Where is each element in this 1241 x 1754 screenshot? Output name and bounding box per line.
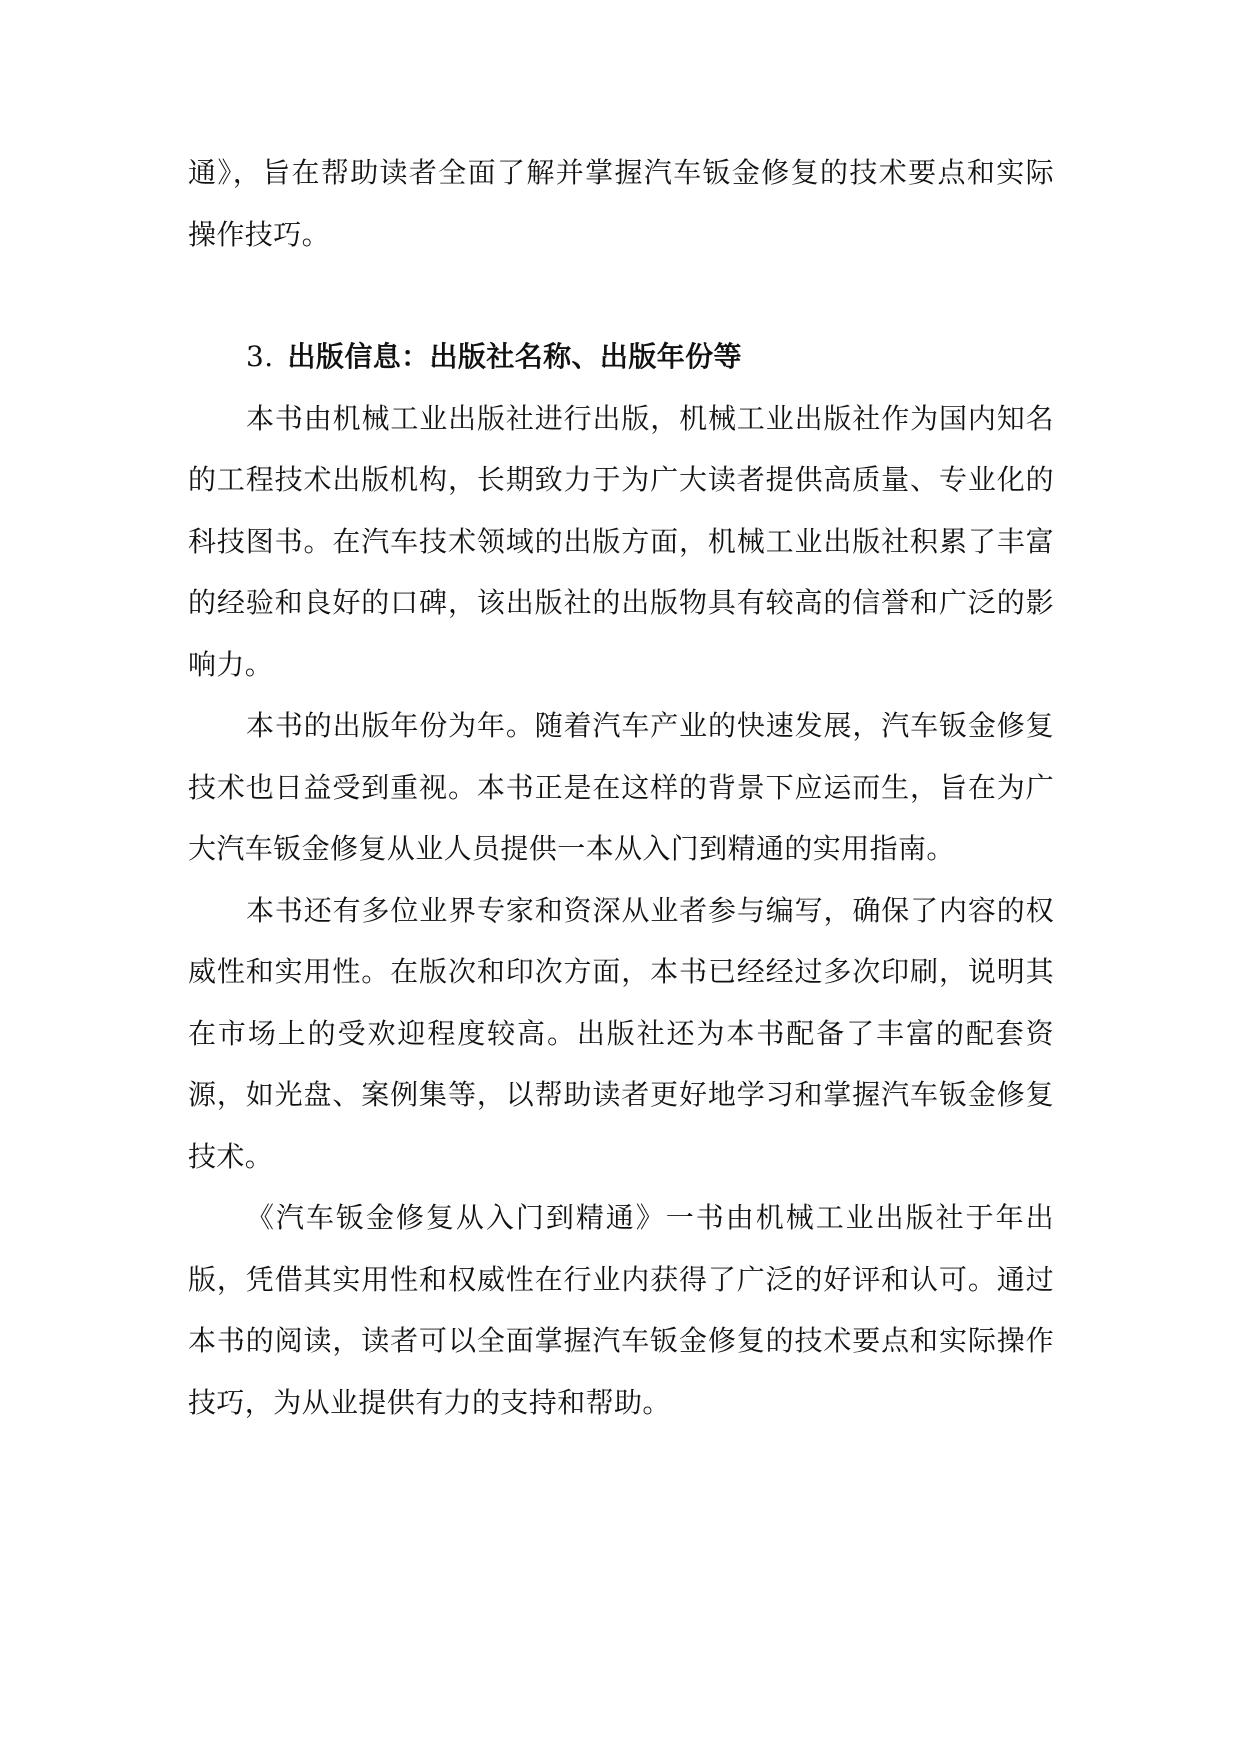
- paragraph-summary: 《汽车钣金修复从入门到精通》一书由机械工业出版社于年出版，凭借其实用性和权威性在行业内获得了广泛的好评和认可。通过本书的阅读，读者可以全面掌握汽车钣金修复的技术要点和实际操作技巧，为从业提供有力的支持和帮助。: [188, 1201, 1054, 1419]
- section-heading: [188, 326, 1054, 388]
- paragraph-authors-editions: 本书还有多位业界专家和资深从业者参与编写，确保了内容的权威性和实用性。在版次和印次方面，本书已经经过多次印刷，说明其在市场上的受欢迎程度较高。出版社还为本书配备了丰富的配套资源，如光盘、案例集等，以帮助读者更好地学习和掌握汽车钣金修复技术。: [188, 893, 1054, 1173]
- section-title: 出版信息：出版社名称、出版年份等: [287, 340, 742, 373]
- page-content: [188, 142, 1054, 1433]
- section-number: 3.: [246, 340, 274, 373]
- paragraph-publication-year: 本书的出版年份为年。随着汽车产业的快速发展，汽车钣金修复技术也日益受到重视。本书正是在这样的背景下应运而生，旨在为广大汽车钣金修复从业人员提供一本从入门到精通的实用指南。: [188, 709, 1054, 865]
- paragraph-publisher: 本书由机械工业出版社进行出版，机械工业出版社作为国内知名的工程技术出版机构，长期致力于为广大读者提供高质量、专业化的科技图书。在汽车技术领域的出版方面，机械工业出版社积累了丰富的经验和良好的口碑，该出版社的出版物具有较高的信誉和广泛的影响力。: [188, 401, 1054, 681]
- continued-paragraph: 通》，旨在帮助读者全面了解并掌握汽车钣金修复的技术要点和实际操作技巧。: [188, 156, 1054, 251]
